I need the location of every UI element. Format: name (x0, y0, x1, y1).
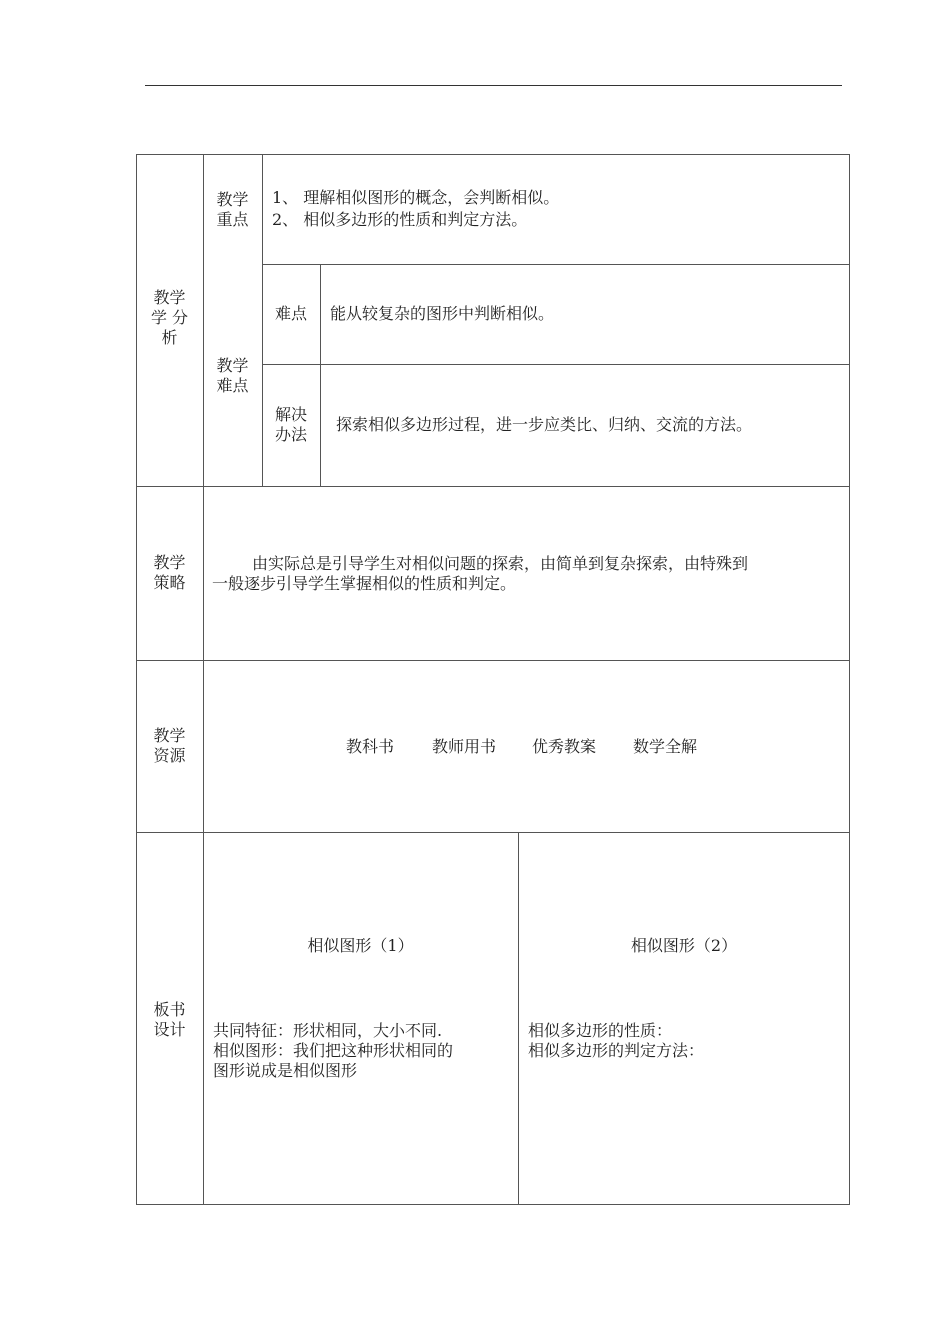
analysis-label-line2: 学 分 (150, 308, 189, 327)
table-border-top (136, 154, 850, 155)
solution-label (262, 405, 320, 445)
label-column-divider (203, 154, 204, 1205)
difficulty-text: 能从较复杂的图形中判断相似。 (330, 304, 555, 323)
table-border-right (849, 154, 850, 1205)
table-border-bottom (136, 1204, 850, 1205)
resource-item: 数学全解 (633, 737, 698, 756)
analysis-label (136, 288, 203, 348)
board-right-title: 相似图形（2） (630, 936, 738, 955)
board-column-divider (518, 832, 519, 1205)
solution-label-line1: 解决 (274, 405, 307, 424)
difficulties-label-line1: 教学 (216, 356, 249, 375)
key-points-label-line2: 重点 (216, 210, 249, 229)
strategy-text-line2: 一般逐步引导学生掌握相似的性质和判定。 (212, 574, 517, 593)
resource-item: 教师用书 (432, 737, 497, 756)
resource-item: 教科书 (346, 737, 395, 756)
board-right-line: 相似多边形的性质： (528, 1021, 673, 1040)
row-divider-resources (136, 832, 850, 833)
board-label (136, 1000, 203, 1040)
key-points-label (203, 190, 262, 230)
difficulties-label-line2: 难点 (216, 376, 249, 395)
resources-label-line2: 资源 (153, 746, 186, 765)
difficulties-label (203, 356, 262, 396)
resources-label-line1: 教学 (153, 726, 186, 745)
solution-label-line2: 办法 (274, 425, 307, 444)
row-divider-strategy (136, 660, 850, 661)
board-label-line1: 板书 (153, 1000, 186, 1019)
strategy-label-line2: 策略 (153, 573, 186, 592)
board-left-line: 相似图形：我们把这种形状相同的 (213, 1041, 454, 1060)
solution-text: 探索相似多边形过程，进一步应类比、归纳、交流的方法。 (336, 415, 753, 434)
difficulty-label: 难点 (274, 304, 307, 323)
strategy-label (136, 553, 203, 593)
analysis-label-line3: 析 (161, 328, 178, 347)
resource-item: 优秀教案 (532, 737, 597, 756)
difficulty-label-divider (320, 264, 321, 486)
board-left-line: 共同特征：形状相同，大小不同. (213, 1021, 443, 1040)
resources-label (136, 726, 203, 766)
strategy-label-line1: 教学 (153, 553, 186, 572)
analysis-label-line1: 教学 (153, 288, 186, 307)
board-left-line: 图形说成是相似图形 (213, 1061, 358, 1080)
board-label-line2: 设计 (153, 1020, 186, 1039)
difficulty-solution-divider (262, 364, 850, 365)
key-point-item: 2、 相似多边形的性质和判定方法。 (272, 210, 528, 229)
key-points-label-line1: 教学 (216, 190, 249, 209)
board-left-title: 相似图形（1） (307, 936, 414, 955)
keypoints-divider (262, 264, 850, 265)
key-point-item: 1、 理解相似图形的概念，会判断相似。 (272, 188, 560, 207)
header-rule (145, 85, 842, 86)
strategy-text-line1: 由实际总是引导学生对相似问题的探索，由简单到复杂探索，由特殊到 (252, 554, 749, 573)
row-divider-analysis (136, 486, 850, 487)
lesson-plan-table (136, 154, 850, 1205)
board-right-line: 相似多边形的判定方法： (528, 1041, 705, 1060)
